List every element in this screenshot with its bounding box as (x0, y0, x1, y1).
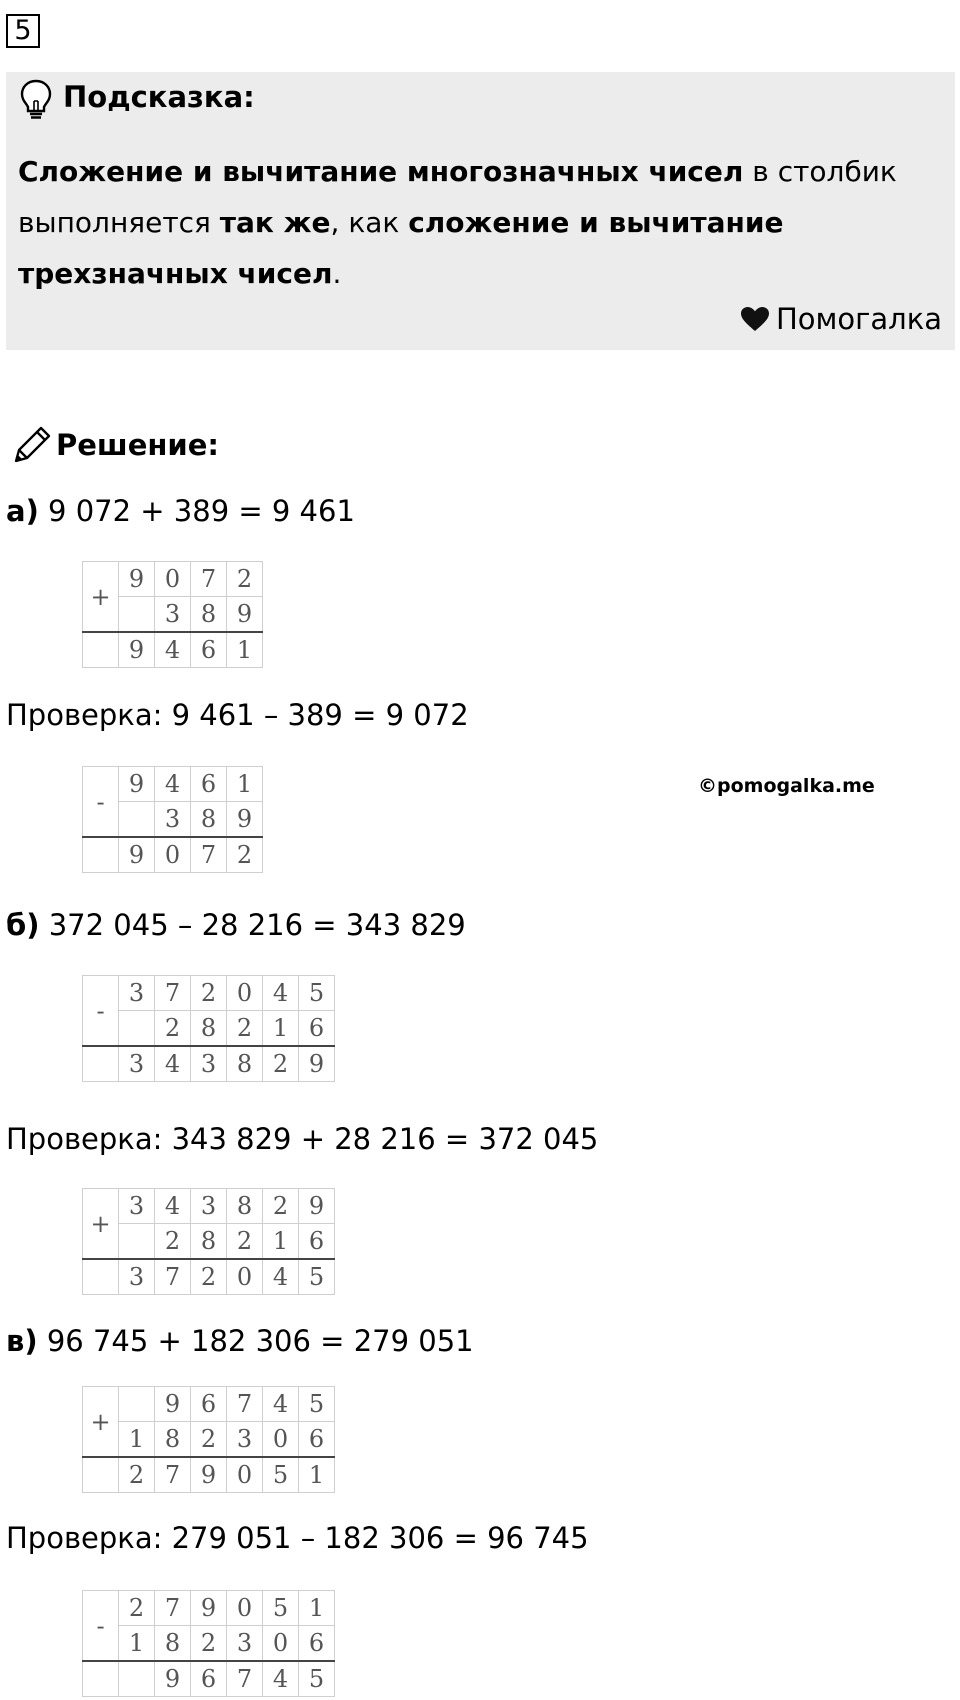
result-row (83, 1661, 335, 1697)
operation-sign: - (83, 1591, 119, 1662)
digit-cell: 9 (227, 597, 263, 633)
digit-cell: 0 (227, 1591, 263, 1626)
digit-cell: 2 (191, 976, 227, 1011)
digit-cell: 0 (155, 837, 191, 873)
digit-cell: 9 (191, 1591, 227, 1626)
operand-row (83, 976, 335, 1011)
lightbulb-icon (18, 78, 54, 126)
digit-cell (119, 1224, 155, 1260)
result-row (83, 632, 263, 668)
digit-cell: 5 (299, 1387, 335, 1422)
digit-cell: 1 (227, 632, 263, 668)
digit-cell (119, 597, 155, 633)
hint-text-2: , как (330, 206, 409, 239)
check-a: Проверка: 9 461 – 389 = 9 072 (6, 698, 469, 732)
digit-cell: 4 (155, 1189, 191, 1224)
digit-cell: 6 (299, 1626, 335, 1662)
digit-cell: 8 (191, 1224, 227, 1260)
digit-cell: 5 (299, 1661, 335, 1697)
operand-row (83, 562, 263, 597)
digit-cell: 6 (299, 1011, 335, 1047)
hint-bold-3: сложение и вычитание трехзначных чисел (18, 206, 784, 290)
digit-cell: 6 (299, 1422, 335, 1458)
digit-cell: 7 (155, 1591, 191, 1626)
operation-sign: - (83, 767, 119, 838)
operand-row (83, 767, 263, 802)
operand-row (83, 1011, 335, 1047)
digit-cell: 2 (119, 1591, 155, 1626)
digit-cell: 4 (263, 1259, 299, 1295)
digit-cell: 0 (227, 1259, 263, 1295)
digit-cell: 8 (191, 1011, 227, 1047)
equation-b (6, 908, 466, 942)
digit-cell: 1 (227, 767, 263, 802)
digit-cell: 1 (299, 1457, 335, 1493)
part-label: а) (6, 494, 39, 528)
digit-cell: 3 (119, 1189, 155, 1224)
digit-cell: 0 (263, 1422, 299, 1458)
digit-cell: 1 (263, 1224, 299, 1260)
digit-cell: 6 (191, 632, 227, 668)
digit-cell: 8 (227, 1046, 263, 1082)
check-c: Проверка: 279 051 – 182 306 = 96 745 (6, 1521, 589, 1555)
digit-cell: 2 (119, 1457, 155, 1493)
digit-cell: 4 (263, 976, 299, 1011)
solution-title: Решение: (56, 428, 220, 462)
hint-bold-1: Сложение и вычитание многозначных чисел (18, 155, 744, 188)
digit-cell: 9 (119, 632, 155, 668)
operand-row (83, 1422, 335, 1458)
column-check-b (82, 1188, 335, 1295)
digit-cell: 9 (119, 562, 155, 597)
digit-cell: 9 (155, 1387, 191, 1422)
digit-cell: 2 (227, 562, 263, 597)
part-label: б) (6, 908, 40, 942)
digit-cell: 8 (155, 1422, 191, 1458)
brand-credit (740, 302, 942, 336)
digit-cell: 3 (191, 1189, 227, 1224)
digit-cell: 9 (119, 837, 155, 873)
empty-cell (83, 1046, 119, 1082)
hint-bold-2: так же (219, 206, 331, 239)
digit-cell: 5 (299, 976, 335, 1011)
column-calc-b (82, 975, 335, 1082)
digit-cell: 1 (119, 1422, 155, 1458)
digit-cell: 6 (191, 767, 227, 802)
column-calc-c (82, 1386, 335, 1493)
result-row (83, 837, 263, 873)
digit-cell: 9 (227, 802, 263, 838)
digit-cell (119, 1661, 155, 1697)
empty-cell (83, 1661, 119, 1697)
operation-sign: + (83, 562, 119, 633)
check-b: Проверка: 343 829 + 28 216 = 372 045 (6, 1122, 599, 1156)
operand-row (83, 1224, 335, 1260)
pencil-icon (8, 423, 54, 473)
digit-cell: 4 (263, 1387, 299, 1422)
digit-cell: 8 (227, 1189, 263, 1224)
digit-cell: 4 (263, 1661, 299, 1697)
digit-cell (119, 802, 155, 838)
digit-cell: 9 (299, 1046, 335, 1082)
equation-text: 9 072 + 389 = 9 461 (38, 494, 355, 528)
hint-text-3: . (332, 257, 342, 290)
hint-title: Подсказка: (63, 80, 255, 114)
heart-icon (740, 302, 776, 336)
digit-cell: 2 (155, 1011, 191, 1047)
digit-cell: 7 (227, 1661, 263, 1697)
digit-cell: 5 (263, 1591, 299, 1626)
digit-cell: 6 (299, 1224, 335, 1260)
digit-cell: 5 (263, 1457, 299, 1493)
empty-cell (83, 1457, 119, 1493)
digit-cell: 3 (119, 1046, 155, 1082)
result-row (83, 1457, 335, 1493)
operation-sign: - (83, 976, 119, 1047)
digit-cell: 7 (155, 976, 191, 1011)
digit-cell: 8 (191, 802, 227, 838)
digit-cell: 0 (263, 1626, 299, 1662)
digit-cell: 7 (191, 562, 227, 597)
digit-cell: 2 (191, 1422, 227, 1458)
operation-sign: + (83, 1387, 119, 1458)
digit-cell: 7 (155, 1259, 191, 1295)
equation-a (6, 494, 355, 528)
operand-row (83, 1387, 335, 1422)
digit-cell: 2 (227, 1011, 263, 1047)
digit-cell: 4 (155, 632, 191, 668)
digit-cell: 3 (119, 976, 155, 1011)
brand-name: Помогалка (776, 302, 942, 336)
part-label: в) (6, 1324, 38, 1358)
digit-cell: 3 (119, 1259, 155, 1295)
digit-cell: 5 (299, 1259, 335, 1295)
equation-text: 96 745 + 182 306 = 279 051 (37, 1324, 474, 1358)
hint-text (18, 146, 943, 299)
empty-cell (83, 837, 119, 873)
operation-sign: + (83, 1189, 119, 1260)
digit-cell: 9 (299, 1189, 335, 1224)
digit-cell: 2 (263, 1189, 299, 1224)
column-check-c (82, 1590, 335, 1697)
empty-cell (83, 1259, 119, 1295)
digit-cell: 9 (191, 1457, 227, 1493)
digit-cell: 1 (263, 1011, 299, 1047)
digit-cell: 1 (299, 1591, 335, 1626)
digit-cell: 9 (155, 1661, 191, 1697)
digit-cell: 0 (227, 1457, 263, 1493)
equation-text: 372 045 – 28 216 = 343 829 (39, 908, 466, 942)
column-check-a (82, 766, 263, 873)
operand-row (83, 1626, 335, 1662)
digit-cell: 3 (191, 1046, 227, 1082)
result-row (83, 1259, 335, 1295)
digit-cell (119, 1387, 155, 1422)
task-number: 5 (6, 14, 40, 48)
hint-text-1: в столбик выполняется (18, 155, 897, 239)
digit-cell: 2 (191, 1259, 227, 1295)
digit-cell: 2 (263, 1046, 299, 1082)
digit-cell: 2 (227, 837, 263, 873)
digit-cell: 8 (191, 597, 227, 633)
digit-cell (119, 1011, 155, 1047)
operand-row (83, 1189, 335, 1224)
digit-cell: 3 (227, 1626, 263, 1662)
digit-cell: 7 (227, 1387, 263, 1422)
digit-cell: 0 (227, 976, 263, 1011)
digit-cell: 2 (191, 1626, 227, 1662)
digit-cell: 4 (155, 1046, 191, 1082)
digit-cell: 3 (227, 1422, 263, 1458)
watermark: ©pomogalka.me (698, 775, 875, 797)
digit-cell: 2 (155, 1224, 191, 1260)
digit-cell: 9 (119, 767, 155, 802)
digit-cell: 4 (155, 767, 191, 802)
column-calc-a (82, 561, 263, 668)
digit-cell: 1 (119, 1626, 155, 1662)
digit-cell: 8 (155, 1626, 191, 1662)
digit-cell: 3 (155, 802, 191, 838)
digit-cell: 0 (155, 562, 191, 597)
digit-cell: 6 (191, 1387, 227, 1422)
digit-cell: 2 (227, 1224, 263, 1260)
digit-cell: 7 (191, 837, 227, 873)
digit-cell: 6 (191, 1661, 227, 1697)
digit-cell: 3 (155, 597, 191, 633)
digit-cell: 7 (155, 1457, 191, 1493)
equation-c (6, 1324, 474, 1358)
operand-row (83, 1591, 335, 1626)
result-row (83, 1046, 335, 1082)
empty-cell (83, 632, 119, 668)
